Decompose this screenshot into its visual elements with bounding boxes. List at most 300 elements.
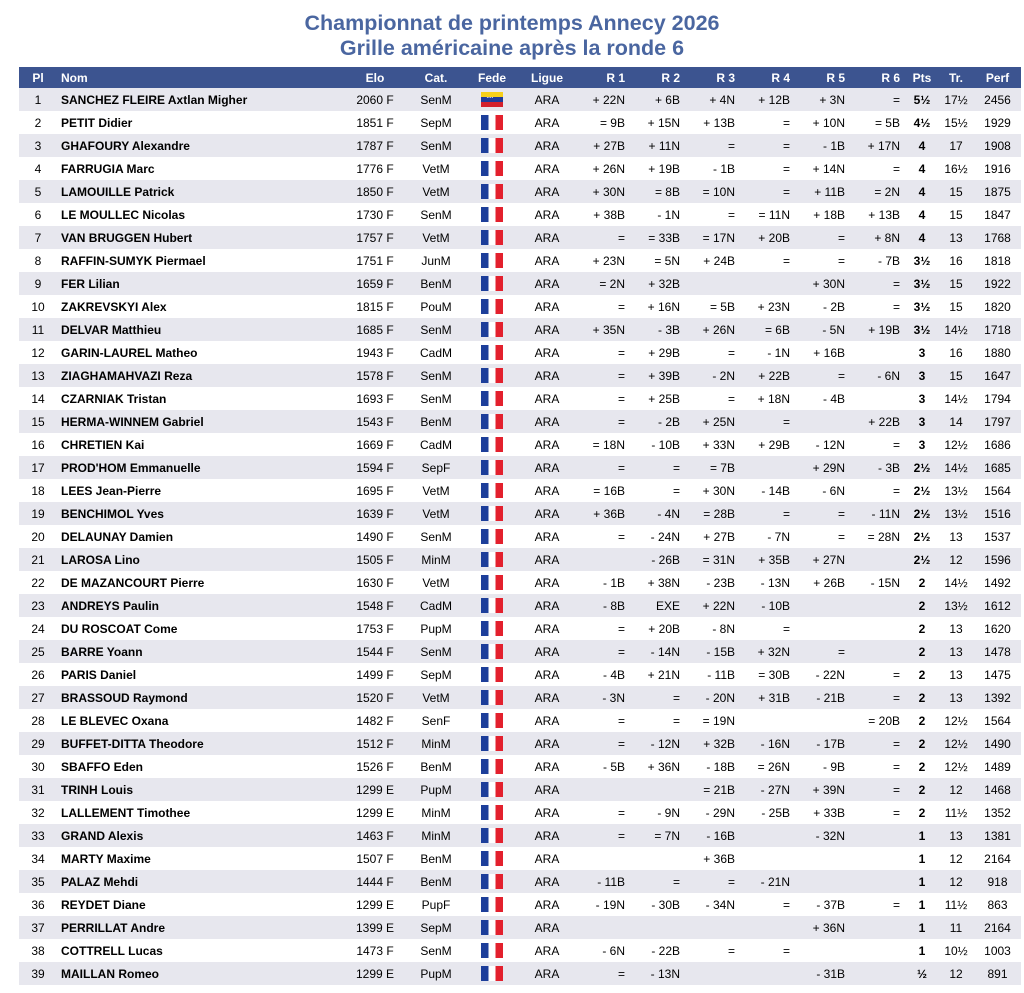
- round-5: + 14N: [812, 161, 845, 176]
- placement: 15: [31, 414, 45, 429]
- tiebreak: 12½: [944, 736, 968, 751]
- federation-cell: [466, 180, 518, 203]
- round-5: [796, 939, 851, 962]
- points: ½: [916, 966, 927, 981]
- round-6: [851, 617, 906, 640]
- federation-cell: [466, 732, 518, 755]
- federation-cell: [466, 364, 518, 387]
- tiebreak: 12: [949, 782, 963, 797]
- category: SenM: [420, 391, 452, 406]
- federation-cell: [466, 663, 518, 686]
- round-2: + 38N: [647, 575, 680, 590]
- round-5: - 37B: [816, 897, 845, 912]
- league: ARA: [534, 851, 560, 866]
- league: ARA: [534, 207, 560, 222]
- category: SenM: [420, 529, 452, 544]
- category: SepM: [420, 667, 452, 682]
- category: SenM: [420, 368, 452, 383]
- player-name: FARRUGIA Marc: [61, 161, 155, 176]
- points: 2½: [913, 529, 931, 544]
- france-flag-icon: [481, 207, 503, 222]
- round-1: + 22N: [592, 92, 625, 107]
- header-perf: Perf: [985, 70, 1010, 85]
- points: 4½: [913, 115, 931, 130]
- round-6: =: [892, 690, 900, 705]
- player-name: REYDET Diane: [61, 897, 146, 912]
- table-header-row: [19, 67, 1021, 88]
- france-flag-icon: [481, 552, 503, 567]
- player-name: LALLEMENT Timothee: [61, 805, 191, 820]
- league: ARA: [534, 552, 560, 567]
- points: 1: [918, 874, 926, 889]
- league: ARA: [534, 161, 560, 176]
- elo: 1776 F: [356, 161, 394, 176]
- tiebreak: 15: [949, 299, 963, 314]
- round-1: =: [617, 299, 625, 314]
- elo: 1693 F: [356, 391, 394, 406]
- placement: 38: [31, 943, 45, 958]
- round-3: + 27B: [703, 529, 735, 544]
- france-flag-icon: [481, 115, 503, 130]
- round-5: + 29N: [812, 460, 845, 475]
- round-2: - 10B: [651, 437, 680, 452]
- league: ARA: [534, 115, 560, 130]
- round-2: =: [672, 460, 680, 475]
- round-4: + 23N: [757, 299, 790, 314]
- france-flag-icon: [481, 759, 503, 774]
- placement: 20: [31, 529, 45, 544]
- category: VetM: [422, 690, 450, 705]
- round-4: =: [782, 414, 790, 429]
- round-5: + 26B: [813, 575, 845, 590]
- points: 2: [918, 667, 926, 682]
- category: MinM: [421, 805, 451, 820]
- round-2: - 3B: [657, 322, 680, 337]
- performance: 1489: [984, 759, 1011, 774]
- round-5: - 17B: [816, 736, 845, 751]
- points: 3: [918, 368, 926, 383]
- round-6: = 2N: [874, 184, 900, 199]
- round-1: = 9B: [599, 115, 625, 130]
- france-flag-icon: [481, 644, 503, 659]
- round-6: [851, 594, 906, 617]
- federation-cell: [466, 502, 518, 525]
- round-5: =: [837, 230, 845, 245]
- round-2: + 15N: [647, 115, 680, 130]
- player-name: SANCHEZ FLEIRE Axtlan Migher: [61, 92, 248, 107]
- round-3: + 36B: [703, 851, 735, 866]
- round-4: [741, 709, 796, 732]
- elo: 1578 F: [356, 368, 394, 383]
- round-1: - 1B: [602, 575, 625, 590]
- points: 3½: [913, 276, 931, 291]
- league: ARA: [534, 506, 560, 521]
- performance: 1685: [984, 460, 1011, 475]
- round-4: =: [782, 506, 790, 521]
- round-2: + 21N: [647, 667, 680, 682]
- table-row: [19, 548, 1021, 571]
- player-name: PARIS Daniel: [61, 667, 137, 682]
- player-name: MARTY Maxime: [61, 851, 151, 866]
- round-1: =: [617, 230, 625, 245]
- placement: 31: [31, 782, 45, 797]
- placement: 3: [34, 138, 42, 153]
- elo: 1548 F: [356, 598, 394, 613]
- table-row: [19, 456, 1021, 479]
- placement: 17: [31, 460, 45, 475]
- round-6: =: [892, 805, 900, 820]
- round-6: =: [892, 759, 900, 774]
- round-2: - 4N: [657, 506, 680, 521]
- federation-cell: [466, 387, 518, 410]
- round-4: + 29B: [758, 437, 790, 452]
- tiebreak: 15: [949, 276, 963, 291]
- round-5: + 11B: [814, 184, 845, 199]
- round-6: =: [892, 782, 900, 797]
- round-6: + 13B: [868, 207, 900, 222]
- table-row: [19, 916, 1021, 939]
- round-4: + 22B: [758, 368, 790, 383]
- elo: 1444 F: [356, 874, 394, 889]
- france-flag-icon: [481, 920, 503, 935]
- league: ARA: [534, 897, 560, 912]
- france-flag-icon: [481, 598, 503, 613]
- elo: 1669 F: [356, 437, 394, 452]
- league: ARA: [534, 690, 560, 705]
- round-5: - 1B: [822, 138, 845, 153]
- federation-cell: [466, 272, 518, 295]
- category: PupM: [420, 782, 452, 797]
- round-5: =: [837, 644, 845, 659]
- round-1: =: [617, 644, 625, 659]
- elo: 1399 E: [355, 920, 395, 935]
- category: VetM: [422, 483, 450, 498]
- page-title: Championnat de printemps Annecy 2026: [304, 11, 720, 35]
- table-row: [19, 295, 1021, 318]
- performance: 1468: [984, 782, 1011, 797]
- points: 2: [918, 575, 926, 590]
- round-1: - 8B: [602, 598, 625, 613]
- round-1: =: [617, 391, 625, 406]
- player-name: DU ROSCOAT Come: [61, 621, 178, 636]
- table-row: [19, 893, 1021, 916]
- tiebreak: 11: [949, 920, 963, 935]
- performance: 1794: [984, 391, 1011, 406]
- league: ARA: [534, 713, 560, 728]
- france-flag-icon: [481, 874, 503, 889]
- elo: 1299 E: [355, 805, 395, 820]
- round-4: - 13N: [760, 575, 790, 590]
- player-name: TRINH Louis: [61, 782, 133, 797]
- federation-cell: [466, 318, 518, 341]
- category: SepF: [421, 460, 451, 475]
- tiebreak: 15: [949, 207, 963, 222]
- category: SenM: [420, 207, 452, 222]
- tiebreak: 15: [949, 368, 963, 383]
- round-1: =: [617, 414, 625, 429]
- placement: 10: [31, 299, 45, 314]
- placement: 6: [34, 207, 42, 222]
- points: 3: [918, 437, 926, 452]
- points: 2: [918, 690, 926, 705]
- federation-cell: [466, 295, 518, 318]
- federation-cell: [466, 916, 518, 939]
- category: CadM: [419, 437, 452, 452]
- round-3: = 17N: [702, 230, 735, 245]
- player-name: DELAUNAY Damien: [61, 529, 174, 544]
- round-5: [796, 617, 851, 640]
- category: MinM: [421, 828, 451, 843]
- round-2: + 29B: [648, 345, 680, 360]
- round-4: - 1N: [767, 345, 790, 360]
- category: JunM: [421, 253, 451, 268]
- round-3: - 23B: [706, 575, 735, 590]
- round-2: - 2B: [657, 414, 680, 429]
- category: SepM: [420, 920, 452, 935]
- performance: 1908: [984, 138, 1011, 153]
- points: 2: [918, 759, 926, 774]
- round-3: - 18B: [706, 759, 735, 774]
- round-6: [851, 962, 906, 985]
- round-6: [851, 824, 906, 847]
- category: SenM: [420, 644, 452, 659]
- round-3: - 1B: [712, 161, 735, 176]
- round-2: =: [672, 690, 680, 705]
- performance: 1820: [984, 299, 1011, 314]
- round-5: [796, 847, 851, 870]
- placement: 11: [31, 322, 45, 337]
- round-5: + 36N: [812, 920, 845, 935]
- round-2: [631, 916, 686, 939]
- france-flag-icon: [481, 368, 503, 383]
- round-2: =: [672, 483, 680, 498]
- round-5: + 3N: [819, 92, 845, 107]
- league: ARA: [534, 828, 560, 843]
- points: 2: [918, 782, 926, 797]
- performance: 1596: [984, 552, 1011, 567]
- league: ARA: [534, 437, 560, 452]
- round-6: [851, 939, 906, 962]
- round-5: + 16B: [813, 345, 845, 360]
- performance: 1647: [984, 368, 1011, 383]
- round-1: =: [617, 621, 625, 636]
- round-4: =: [782, 184, 790, 199]
- league: ARA: [534, 736, 560, 751]
- france-flag-icon: [481, 828, 503, 843]
- round-3: + 25N: [702, 414, 735, 429]
- player-name: VAN BRUGGEN Hubert: [61, 230, 193, 245]
- table-row: [19, 249, 1021, 272]
- france-flag-icon: [481, 529, 503, 544]
- points: 2: [918, 805, 926, 820]
- round-5: + 10N: [812, 115, 845, 130]
- round-3: - 16B: [706, 828, 735, 843]
- round-5: - 6N: [822, 483, 845, 498]
- round-1: = 2N: [599, 276, 625, 291]
- performance: 1880: [984, 345, 1011, 360]
- round-5: [796, 410, 851, 433]
- tiebreak: 16½: [944, 161, 968, 176]
- table-row: [19, 433, 1021, 456]
- table-row: [19, 686, 1021, 709]
- elo: 1299 E: [355, 782, 395, 797]
- league: ARA: [534, 276, 560, 291]
- round-2: - 1N: [657, 207, 680, 222]
- france-flag-icon: [481, 943, 503, 958]
- round-3: =: [727, 345, 735, 360]
- performance: 863: [987, 897, 1008, 912]
- elo: 1543 F: [356, 414, 394, 429]
- placement: 24: [31, 621, 45, 636]
- placement: 13: [31, 368, 45, 383]
- performance: 918: [987, 874, 1008, 889]
- round-1: - 6N: [602, 943, 625, 958]
- france-flag-icon: [481, 138, 503, 153]
- tiebreak: 16: [949, 253, 963, 268]
- standings-table: [19, 67, 1021, 985]
- federation-cell: [466, 939, 518, 962]
- round-2: + 11N: [648, 138, 680, 153]
- category: BenM: [420, 759, 452, 774]
- category: VetM: [422, 161, 450, 176]
- round-1: = 16B: [593, 483, 625, 498]
- category: BenM: [420, 276, 452, 291]
- france-flag-icon: [481, 851, 503, 866]
- round-3: + 24B: [703, 253, 735, 268]
- header-r5: R 5: [826, 70, 845, 85]
- points: 4: [918, 207, 926, 222]
- elo: 1943 F: [356, 345, 394, 360]
- points: 2½: [913, 552, 931, 567]
- round-3: - 20N: [705, 690, 735, 705]
- table-row: [19, 801, 1021, 824]
- tiebreak: 11½: [944, 897, 968, 912]
- round-5: [796, 709, 851, 732]
- header-r3: R 3: [716, 70, 735, 85]
- round-1: =: [617, 368, 625, 383]
- performance: 1003: [984, 943, 1011, 958]
- round-4: [741, 272, 796, 295]
- placement: 28: [31, 713, 45, 728]
- elo: 1507 F: [356, 851, 394, 866]
- round-4: =: [782, 253, 790, 268]
- france-flag-icon: [481, 391, 503, 406]
- round-4: [741, 962, 796, 985]
- placement: 32: [31, 805, 45, 820]
- league: ARA: [534, 299, 560, 314]
- round-5: [796, 870, 851, 893]
- category: SepM: [420, 115, 452, 130]
- placement: 12: [31, 345, 45, 360]
- round-4: =: [782, 943, 790, 958]
- player-name: LE MOULLEC Nicolas: [61, 207, 186, 222]
- round-6: + 17N: [867, 138, 900, 153]
- performance: 1922: [984, 276, 1011, 291]
- round-3: + 33N: [702, 437, 735, 452]
- table-row: [19, 755, 1021, 778]
- round-2: - 30B: [651, 897, 680, 912]
- round-2: [631, 847, 686, 870]
- round-5: =: [837, 506, 845, 521]
- round-4: - 7N: [767, 529, 790, 544]
- points: 3: [918, 414, 926, 429]
- table-row: [19, 341, 1021, 364]
- league: ARA: [534, 782, 560, 797]
- performance: 1620: [984, 621, 1011, 636]
- points: 2: [918, 598, 926, 613]
- player-name: PETIT Didier: [61, 115, 133, 130]
- federation-cell: [466, 548, 518, 571]
- round-3: =: [727, 943, 735, 958]
- league: ARA: [534, 920, 560, 935]
- round-6: [851, 847, 906, 870]
- player-name: CZARNIAK Tristan: [61, 391, 167, 406]
- federation-cell: [466, 709, 518, 732]
- placement: 25: [31, 644, 45, 659]
- tiebreak: 14½: [944, 322, 968, 337]
- player-name: BENCHIMOL Yves: [61, 506, 164, 521]
- round-1: + 35N: [592, 322, 625, 337]
- round-1: - 5B: [602, 759, 625, 774]
- table-row: [19, 318, 1021, 341]
- round-2: + 36N: [647, 759, 680, 774]
- header-r6: R 6: [881, 70, 900, 85]
- category: MinM: [421, 552, 451, 567]
- round-6: =: [892, 161, 900, 176]
- tiebreak: 13: [949, 828, 963, 843]
- round-4: - 16N: [760, 736, 790, 751]
- placement: 16: [31, 437, 45, 452]
- france-flag-icon: [481, 897, 503, 912]
- points: 2: [918, 736, 926, 751]
- round-3: = 7B: [709, 460, 735, 475]
- player-name: GHAFOURY Alexandre: [61, 138, 190, 153]
- table-row: [19, 571, 1021, 594]
- round-1: + 36B: [593, 506, 625, 521]
- round-2: EXE: [655, 598, 680, 613]
- round-5: [796, 594, 851, 617]
- performance: 1797: [984, 414, 1011, 429]
- round-4: + 20B: [758, 230, 790, 245]
- round-6: - 15N: [870, 575, 900, 590]
- france-flag-icon: [481, 230, 503, 245]
- table-row: [19, 640, 1021, 663]
- round-1: - 19N: [595, 897, 625, 912]
- points: 1: [918, 920, 926, 935]
- federation-cell: [466, 801, 518, 824]
- performance: 2456: [984, 92, 1011, 107]
- round-6: + 22B: [868, 414, 900, 429]
- round-2: =: [672, 874, 680, 889]
- player-name: ZAKREVSKYI Alex: [61, 299, 167, 314]
- performance: 1478: [984, 644, 1011, 659]
- performance: 1818: [984, 253, 1011, 268]
- elo: 1695 F: [356, 483, 394, 498]
- round-5: + 39N: [812, 782, 845, 797]
- placement: 29: [31, 736, 45, 751]
- france-flag-icon: [481, 161, 503, 176]
- points: 2½: [913, 506, 931, 521]
- category: VetM: [422, 184, 450, 199]
- round-3: - 2N: [712, 368, 735, 383]
- round-4: = 11N: [758, 207, 790, 222]
- player-name: CHRETIEN Kai: [61, 437, 145, 452]
- round-6: =: [892, 897, 900, 912]
- round-4: =: [782, 897, 790, 912]
- round-3: + 32B: [703, 736, 735, 751]
- table-body: [19, 88, 1021, 985]
- points: 2½: [913, 460, 931, 475]
